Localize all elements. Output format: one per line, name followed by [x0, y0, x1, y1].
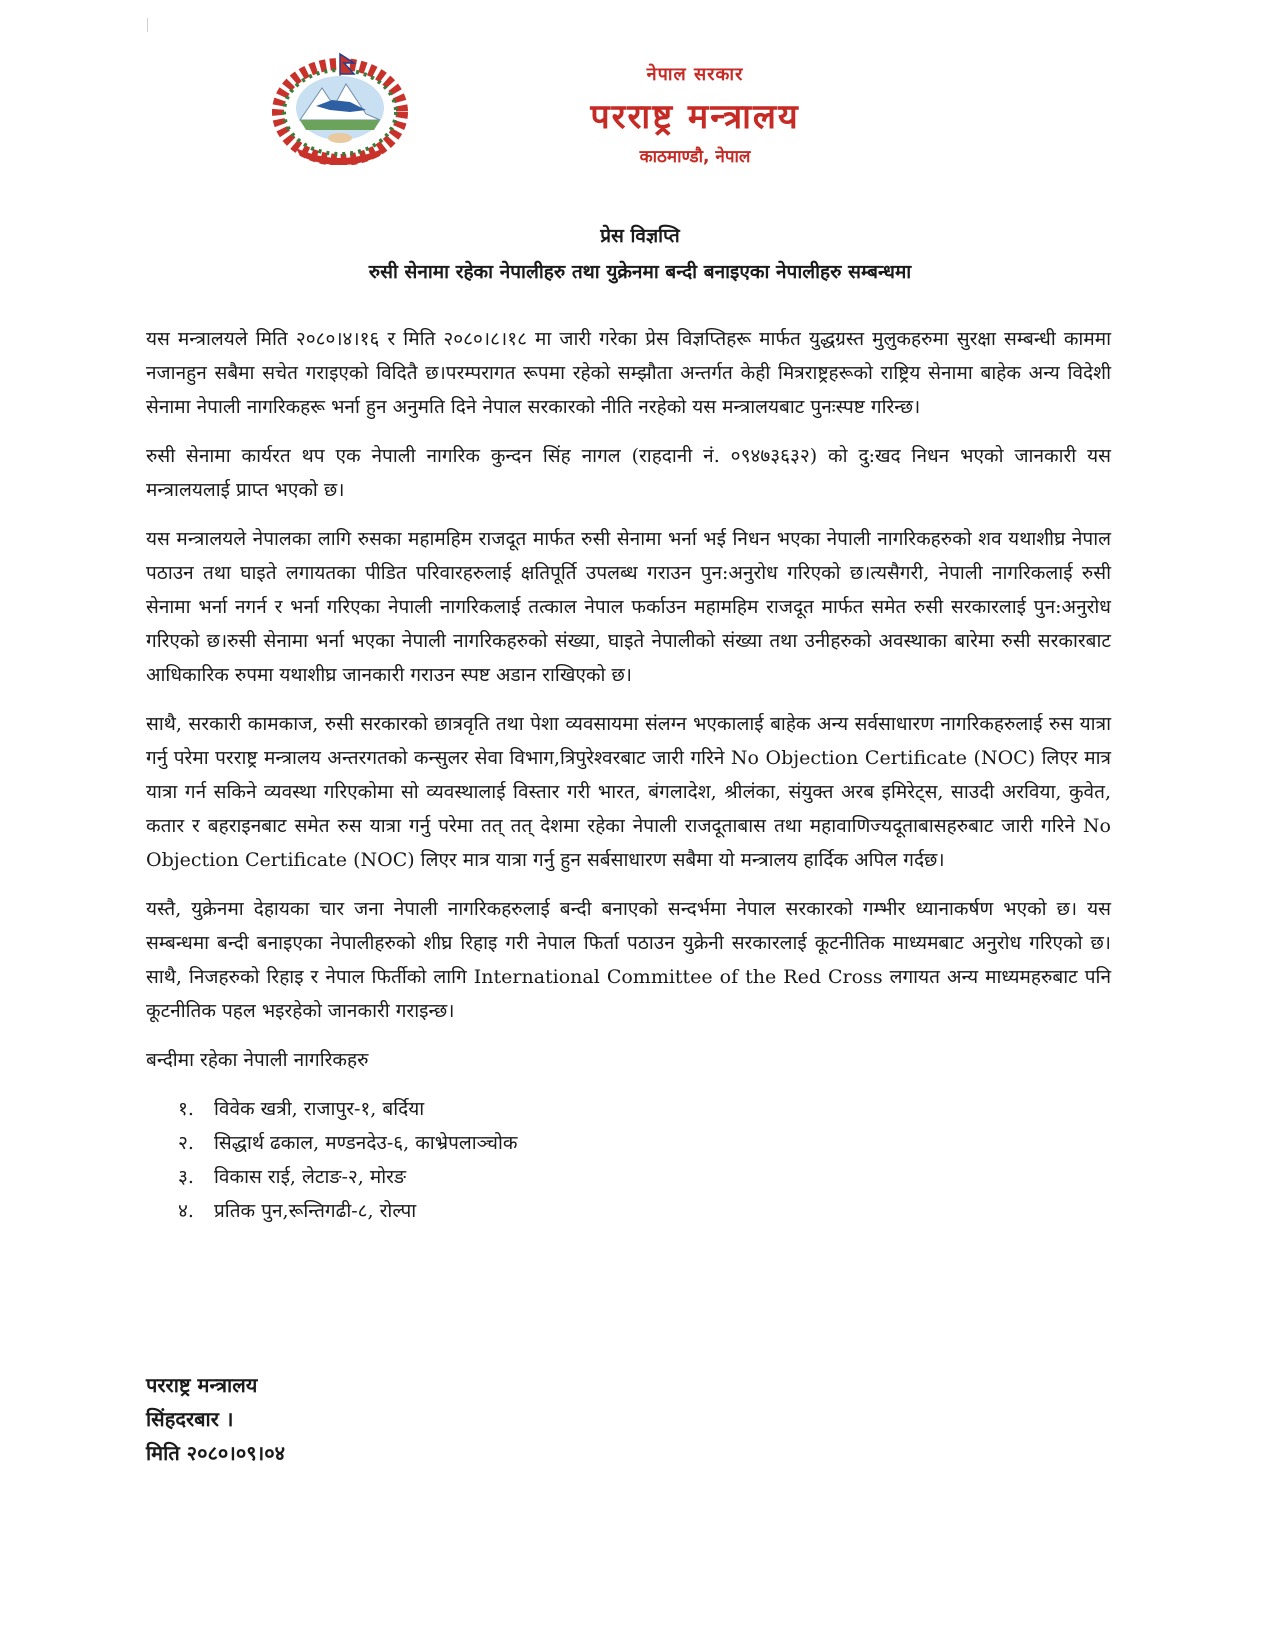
paragraph: रुसी सेनामा कार्यरत थप एक नेपाली नागरिक कुन्दन सिंह नागल (राहदानी नं. ०९४७३६३२) को दु:खद निधन भएको जानकारी यस मन्त्रालयलाई प्राप्त भएको छ।	[146, 445, 1111, 501]
list-item-text: प्रतिक पुन,रून्तिगढी-८, रोल्पा	[214, 1200, 417, 1222]
ministry-name: परराष्ट्र मन्त्रालय	[590, 97, 800, 137]
list-item-number: ४.	[178, 1200, 194, 1222]
ministry-location: काठमाण्डौ, नेपाल	[639, 147, 751, 167]
nepal-emblem-icon	[270, 50, 410, 165]
document-subtitle: रुसी सेनामा रहेका नेपालीहरु तथा युक्रेनमा बन्दी बनाइएका नेपालीहरु सम्बन्धमा	[368, 261, 912, 283]
list-item	[178, 1092, 1111, 1126]
paragraph: साथै, सरकारी कामकाज, रुसी सरकारको छात्रवृति तथा पेशा व्यवसायमा संलग्न भएकालाई बाहेक अन्य सर्वसाधारण नागरिकहरुलाई रुस यात्रा गर्नु परेमा परराष्ट्र मन्त्रालय अन्तरगतको कन्सुलर सेवा विभाग,त्रिपुरेश्वरबाट जारी गरिने No Objection Certificate (NOC) लिएर मात्र यात्रा गर्न सकिने व्यवस्था गरिएकोमा सो व्यवस्थालाई विस्तार गरी भारत, बंगलादेश, श्रीलंका, संयुक्त अरब इमिरेट्स, साउदी अरविया, कुवेत, कतार र बहराइनबाट समेत रुस यात्रा गर्नु परेमा तत् तत् देशमा रहेका नेपाली राजदूताबास तथा महावाणिज्यदूताबासहरुबाट जारी गरिने No Objection Certificate (NOC) लिएर मात्र यात्रा गर्नु हुन सर्बसाधारण सबैमा यो मन्त्रालय हार्दिक अपिल गर्दछ।	[146, 713, 1111, 871]
list-item-text: विवेक खत्री, राजापुर-१, बर्दिया	[214, 1098, 425, 1120]
press-release-body	[146, 322, 1111, 1228]
list-item-number: २.	[178, 1132, 194, 1154]
detainee-list	[178, 1092, 1111, 1228]
list-item-number: ३.	[178, 1166, 194, 1188]
signature-place: सिंहदरबार ।	[146, 1407, 234, 1431]
signature-office: परराष्ट्र मन्त्रालय	[146, 1373, 258, 1397]
paragraph: यस्तै, युक्रेनमा देहायका चार जना नेपाली नागरिकहरुलाई बन्दी बनाएको सन्दर्भमा नेपाल सरकारको गम्भीर ध्यानाकर्षण भएको छ। यस सम्बन्धमा बन्दी बनाइएका नेपालीहरुको शीघ्र रिहाइ गरी नेपाल फिर्ता पठाउन युक्रेनी सरकारलाई कूटनीतिक माध्यमबाट अनुरोध गरिएको छ। साथै, निजहरुको रिहाइ र नेपाल फिर्तीको लागि International Committee of the Red Cross लगायत अन्य माध्यमहरुबाट पनि कूटनीतिक पहल भइरहेको जानकारी गराइन्छ।	[146, 898, 1111, 1022]
document-title: प्रेस विज्ञप्ति	[600, 225, 680, 247]
signature-date: मिति २०८०।०९।०४	[146, 1441, 286, 1465]
title-block	[140, 222, 1140, 284]
letterhead-text	[490, 54, 900, 167]
list-item	[178, 1160, 1111, 1194]
government-name: नेपाल सरकार	[646, 64, 744, 85]
detainee-list-heading: बन्दीमा रहेका नेपाली नागरिकहरु	[146, 1049, 369, 1071]
list-item-text: विकास राई, लेटाङ-२, मोरङ	[214, 1166, 407, 1188]
paragraph: यस मन्त्रालयले मिति २०८०।४।१६ र मिति २०८०।८।१८ मा जारी गरेका प्रेस विज्ञप्तिहरू मार्फत युद्धग्रस्त मुलुकहरुमा सुरक्षा सम्बन्धी काममा नजानहुन सबैमा सचेत गराइएको विदितै छ।परम्परागत रूपमा रहेको सम्झौता अन्तर्गत केही मित्रराष्ट्रहरूको राष्ट्रिय सेनामा बाहेक अन्य विदेशी सेनामा नेपाली नागरिकहरू भर्ना हुन अनुमति दिने नेपाल सरकारको नीति नरहेको यस मन्त्रालयबाट पुनःस्पष्ट गरिन्छ।	[146, 328, 1111, 418]
letterhead	[270, 50, 910, 165]
paragraph: यस मन्त्रालयले नेपालका लागि रुसका महामहिम राजदूत मार्फत रुसी सेनामा भर्ना भई निधन भएका नेपाली नागरिकहरुको शव यथाशीघ्र नेपाल पठाउन तथा घाइते लगायतका पीडित परिवारहरुलाई क्षतिपूर्ति उपलब्ध गराउन पुन:अनुरोध गरिएको छ।त्यसैगरी, नेपाली नागरिकलाई रुसी सेनामा भर्ना नगर्न र भर्ना गरिएका नेपाली नागरिकलाई तत्काल नेपाल फर्काउन महामहिम राजदूत मार्फत समेत रुसी सरकारलाई पुन:अनुरोध गरिएको छ।रुसी सेनामा भर्ना भएका नेपाली नागरिकहरुको संख्या, घाइते नेपालीको संख्या तथा उनीहरुको अवस्थाका बारेमा रुसी सरकारबाट आधिकारिक रुपमा यथाशीघ्र जानकारी गराउन स्पष्ट अडान राखिएको छ।	[146, 528, 1111, 686]
scan-mark	[147, 18, 148, 32]
list-item-number: १.	[178, 1098, 194, 1120]
list-item-text: सिद्धार्थ ढकाल, मण्डनदेउ-६, काभ्रेपलाञ्चोक	[214, 1132, 518, 1154]
list-item	[178, 1194, 1111, 1228]
signature-block	[146, 1368, 285, 1470]
list-item	[178, 1126, 1111, 1160]
